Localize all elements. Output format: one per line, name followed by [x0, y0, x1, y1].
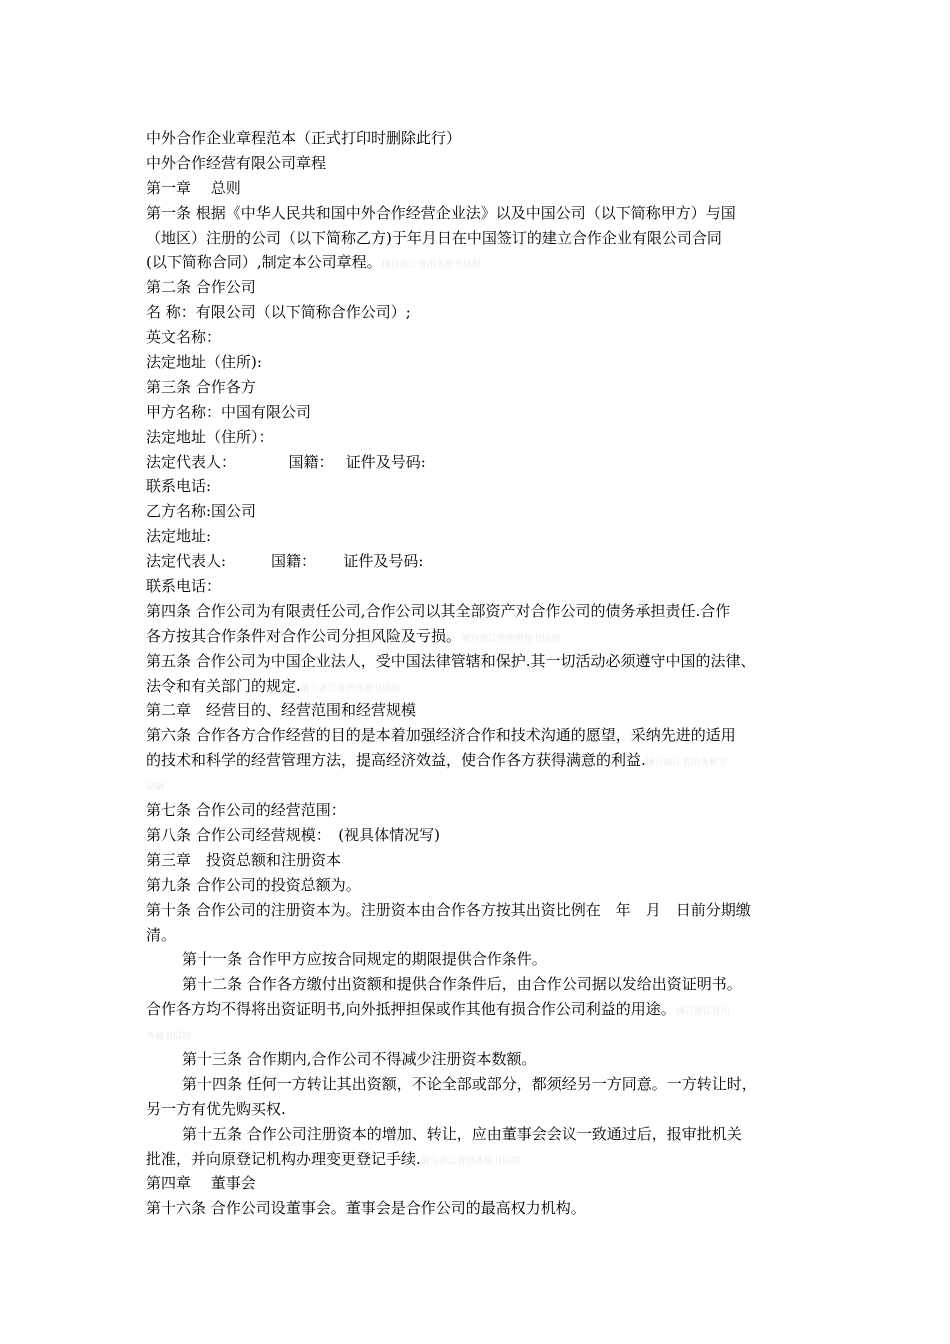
field-line: 法定地址（住所):	[146, 353, 262, 372]
faint-watermark-text: 摘自浙江省团务秘书	[645, 758, 727, 769]
faint-watermark-text: 摘自浙江省团务秘书局制	[381, 260, 481, 271]
article-line: 第一条 根据《中华人民共和国中外合作经营企业法》以及中国公司（以下简称甲方）与国	[146, 203, 736, 222]
article-line: （地区）注册的公司（以下简称乙方)于年月日在中国签订的建立合作企业有限公司合同	[146, 228, 722, 247]
article-line: 第四条 合作公司为有限责任公司,合作公司以其全部资产对合作公司的债务承担责任.合作	[146, 601, 731, 620]
chapter-heading: 第二章 经营目的、经营范围和经营规模	[146, 701, 417, 720]
chapter-heading: 第四章 董事会	[146, 1174, 256, 1193]
article-line: 第十三条 合作期内,合作公司不得减少注册资本数额。	[182, 1049, 537, 1068]
faint-watermark-text: 摘自浙江省团务秘书局制	[300, 683, 400, 694]
field-line: 法定代表人: 国籍： 证件及号码:	[146, 552, 424, 571]
article-line: 第五条 合作公司为中国企业法人，受中国法律管辖和保护.其一切活动必须遵守中国的法律、	[146, 651, 756, 670]
field-line: 法定地址:	[146, 527, 212, 546]
article-line: 第十条 合作公司的注册资本为。注册资本由合作各方按其出资比例在 年 月 日前分期缴	[146, 900, 751, 919]
field-line: 法定地址（住所）：	[146, 427, 274, 446]
field-line: 甲方名称：中国有限公司	[146, 402, 312, 421]
article-line: 各方按其合作条件对合作公司分担风险及亏损。摘自浙江省团务秘书局制	[146, 626, 561, 645]
article-line: 的技术和科学的经营管理方法，提高经济效益，使合作各方获得满意的利益.摘自浙江省团务秘书	[146, 751, 727, 770]
article-line: 第七条 合作公司的经营范围：	[146, 801, 346, 820]
doc-line-subtitle: 中外合作经营有限公司章程	[146, 153, 327, 172]
article-line: 第三条 合作各方	[146, 377, 256, 396]
blank-line	[146, 1022, 826, 1047]
chapter-heading: 第一章 总则	[146, 178, 241, 197]
field-line: 英文名称：	[146, 328, 222, 347]
article-line: 第十五条 合作公司注册资本的增加、转让，应由董事会会议一致通过后，报审批机关	[182, 1124, 742, 1143]
field-line: 联系电话:	[146, 477, 212, 496]
faint-watermark-text: 摘自浙江省团	[675, 1007, 730, 1018]
article-line: 第六条 合作各方合作经营的目的是本着加强经济合作和技术沟通的愿望，采纳先进的适用	[146, 726, 736, 745]
chapter-heading: 第三章 投资总额和注册资本	[146, 850, 342, 869]
faint-watermark-text: 务秘书局制	[146, 1032, 192, 1043]
article-line: 第十二条 合作各方缴付出资额和提供合作条件后，由合作公司据以发给出资证明书。	[182, 975, 742, 994]
document-body	[146, 126, 826, 1221]
article-line: 第八条 合作公司经营规模： (视具体情况写)	[146, 825, 440, 844]
article-line: 另一方有优先购买权.	[146, 1099, 286, 1118]
faint-watermark-text: 摘自浙江省团务秘书局制	[420, 1156, 520, 1167]
blank-line	[146, 773, 826, 798]
article-line: 第二条 合作公司	[146, 278, 256, 297]
article-line: 清。	[146, 925, 177, 944]
faint-watermark-text: 局制	[146, 783, 165, 794]
article-line: 第十六条 合作公司设董事会。董事会是合作公司的最高权力机构。	[146, 1199, 586, 1218]
article-line: 第九条 合作公司的投资总额为。	[146, 875, 361, 894]
field-line: 乙方名称:国公司	[146, 502, 257, 521]
article-line: 第十四条 任何一方转让其出资额，不论全部或部分，都须经另一方同意。一方转让时，	[182, 1074, 757, 1093]
article-line: 法令和有关部门的规定.摘自浙江省团务秘书局制	[146, 676, 400, 695]
faint-watermark-text: 摘自浙江省团务秘书局制	[461, 633, 561, 644]
field-line: 联系电话：	[146, 577, 222, 596]
field-line: 名 称：有限公司（以下简称合作公司）;	[146, 303, 411, 322]
article-line: 批准，并向原登记机构办理变更登记手续.摘自浙江省团务秘书局制	[146, 1149, 520, 1168]
field-line: 法定代表人： 国籍： 证件及号码:	[146, 452, 426, 471]
article-line: (以下简称合同）,制定本公司章程。摘自浙江省团务秘书局制	[146, 253, 481, 272]
article-line: 合作各方均不得将出资证明书,向外抵押担保或作其他有损合作公司利益的用途。摘自浙江省团	[146, 1000, 730, 1019]
doc-line-title: 中外合作企业章程范本（正式打印时删除此行）	[146, 129, 462, 147]
article-line: 第十一条 合作甲方应按合同规定的期限提供合作条件。	[182, 950, 547, 969]
